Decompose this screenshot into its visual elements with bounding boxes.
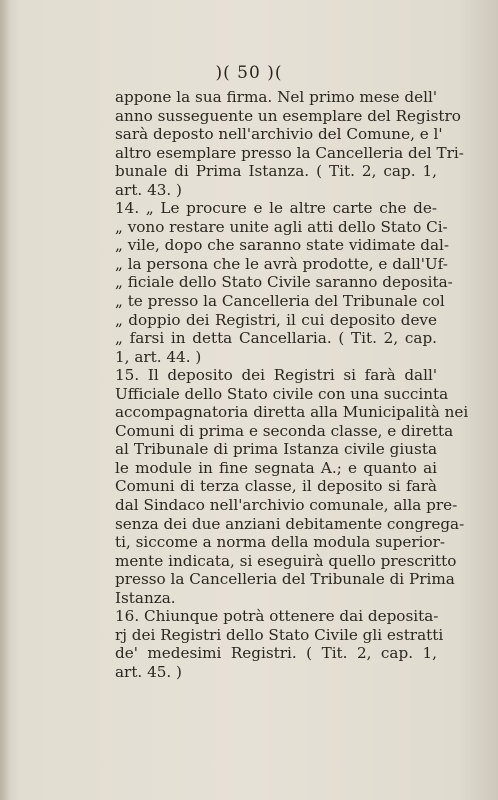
text-line: 14. „ Le procure e le altre carte che de- <box>115 199 437 218</box>
text-line: de' medesimi Registri. ( Tit. 2, cap. 1, <box>115 644 437 663</box>
text-line: altro esemplare presso la Cancelleria del Tri- <box>115 143 464 162</box>
text-line: presso la Cancelleria del Tribunale di Prima <box>115 570 455 589</box>
text-line: 16. Chiunque potrà ottenere dai deposita- <box>115 607 439 626</box>
text-line: ti, siccome a norma della modula superior- <box>115 533 446 552</box>
text-line: sarà deposto nell'archivio del Comune, e l' <box>115 125 443 144</box>
text-line: le module in fine segnata A.; e quanto ai <box>115 458 437 477</box>
text-line: „ la persona che le avrà prodotte, e dall'Uf- <box>115 254 448 273</box>
text-line: art. 43. ) <box>115 180 182 199</box>
text-line: Comuni di terza classe, il deposito si farà <box>115 477 437 496</box>
text-line: bunale di Prima Istanza. ( Tit. 2, cap. 1, <box>115 162 437 181</box>
text-line: dal Sindaco nell'archivio comunale, alla pre- <box>115 496 458 515</box>
page-body-text <box>115 88 469 682</box>
text-line: „ doppio dei Registri, il cui deposito deve <box>115 310 437 329</box>
text-line: rj dei Registri dello Stato Civile gli estratti <box>115 625 444 644</box>
text-line: senza dei due anziani debitamente congrega- <box>115 514 465 533</box>
text-line: accompagnatoria diretta alla Municipalità nei <box>115 403 469 422</box>
text-line: „ ficiale dello Stato Civile saranno deposita- <box>115 273 453 292</box>
text-line: appone la sua firma. Nel primo mese dell' <box>115 88 437 106</box>
text-line: art. 45. ) <box>115 662 182 681</box>
text-line: al Tribunale di prima Istanza civile giusta <box>115 440 437 459</box>
page-binding-shadow <box>0 0 10 800</box>
text-line: „ vono restare unite agli atti dello Stato Ci- <box>115 217 448 236</box>
text-line: Comuni di prima e seconda classe, e diretta <box>115 421 454 440</box>
text-line: mente indicata, si eseguirà quello prescritto <box>115 551 457 570</box>
text-line: 1, art. 44. ) <box>115 347 202 366</box>
text-line: Istanza. <box>115 588 176 607</box>
text-line: anno susseguente un esemplare del Registro <box>115 106 461 125</box>
text-line: „ te presso la Cancelleria del Tribunale col <box>115 292 445 311</box>
text-line: 15. Il deposito dei Registri si farà dall' <box>115 366 437 385</box>
text-line: Ufficiale dello Stato civile con una succinta <box>115 384 449 403</box>
text-line: „ farsi in detta Cancellaria. ( Tit. 2, cap. <box>115 329 437 348</box>
text-line: „ vile, dopo che saranno state vidimate dal- <box>115 236 450 255</box>
page-number-header: )( 50 )( <box>215 63 283 83</box>
